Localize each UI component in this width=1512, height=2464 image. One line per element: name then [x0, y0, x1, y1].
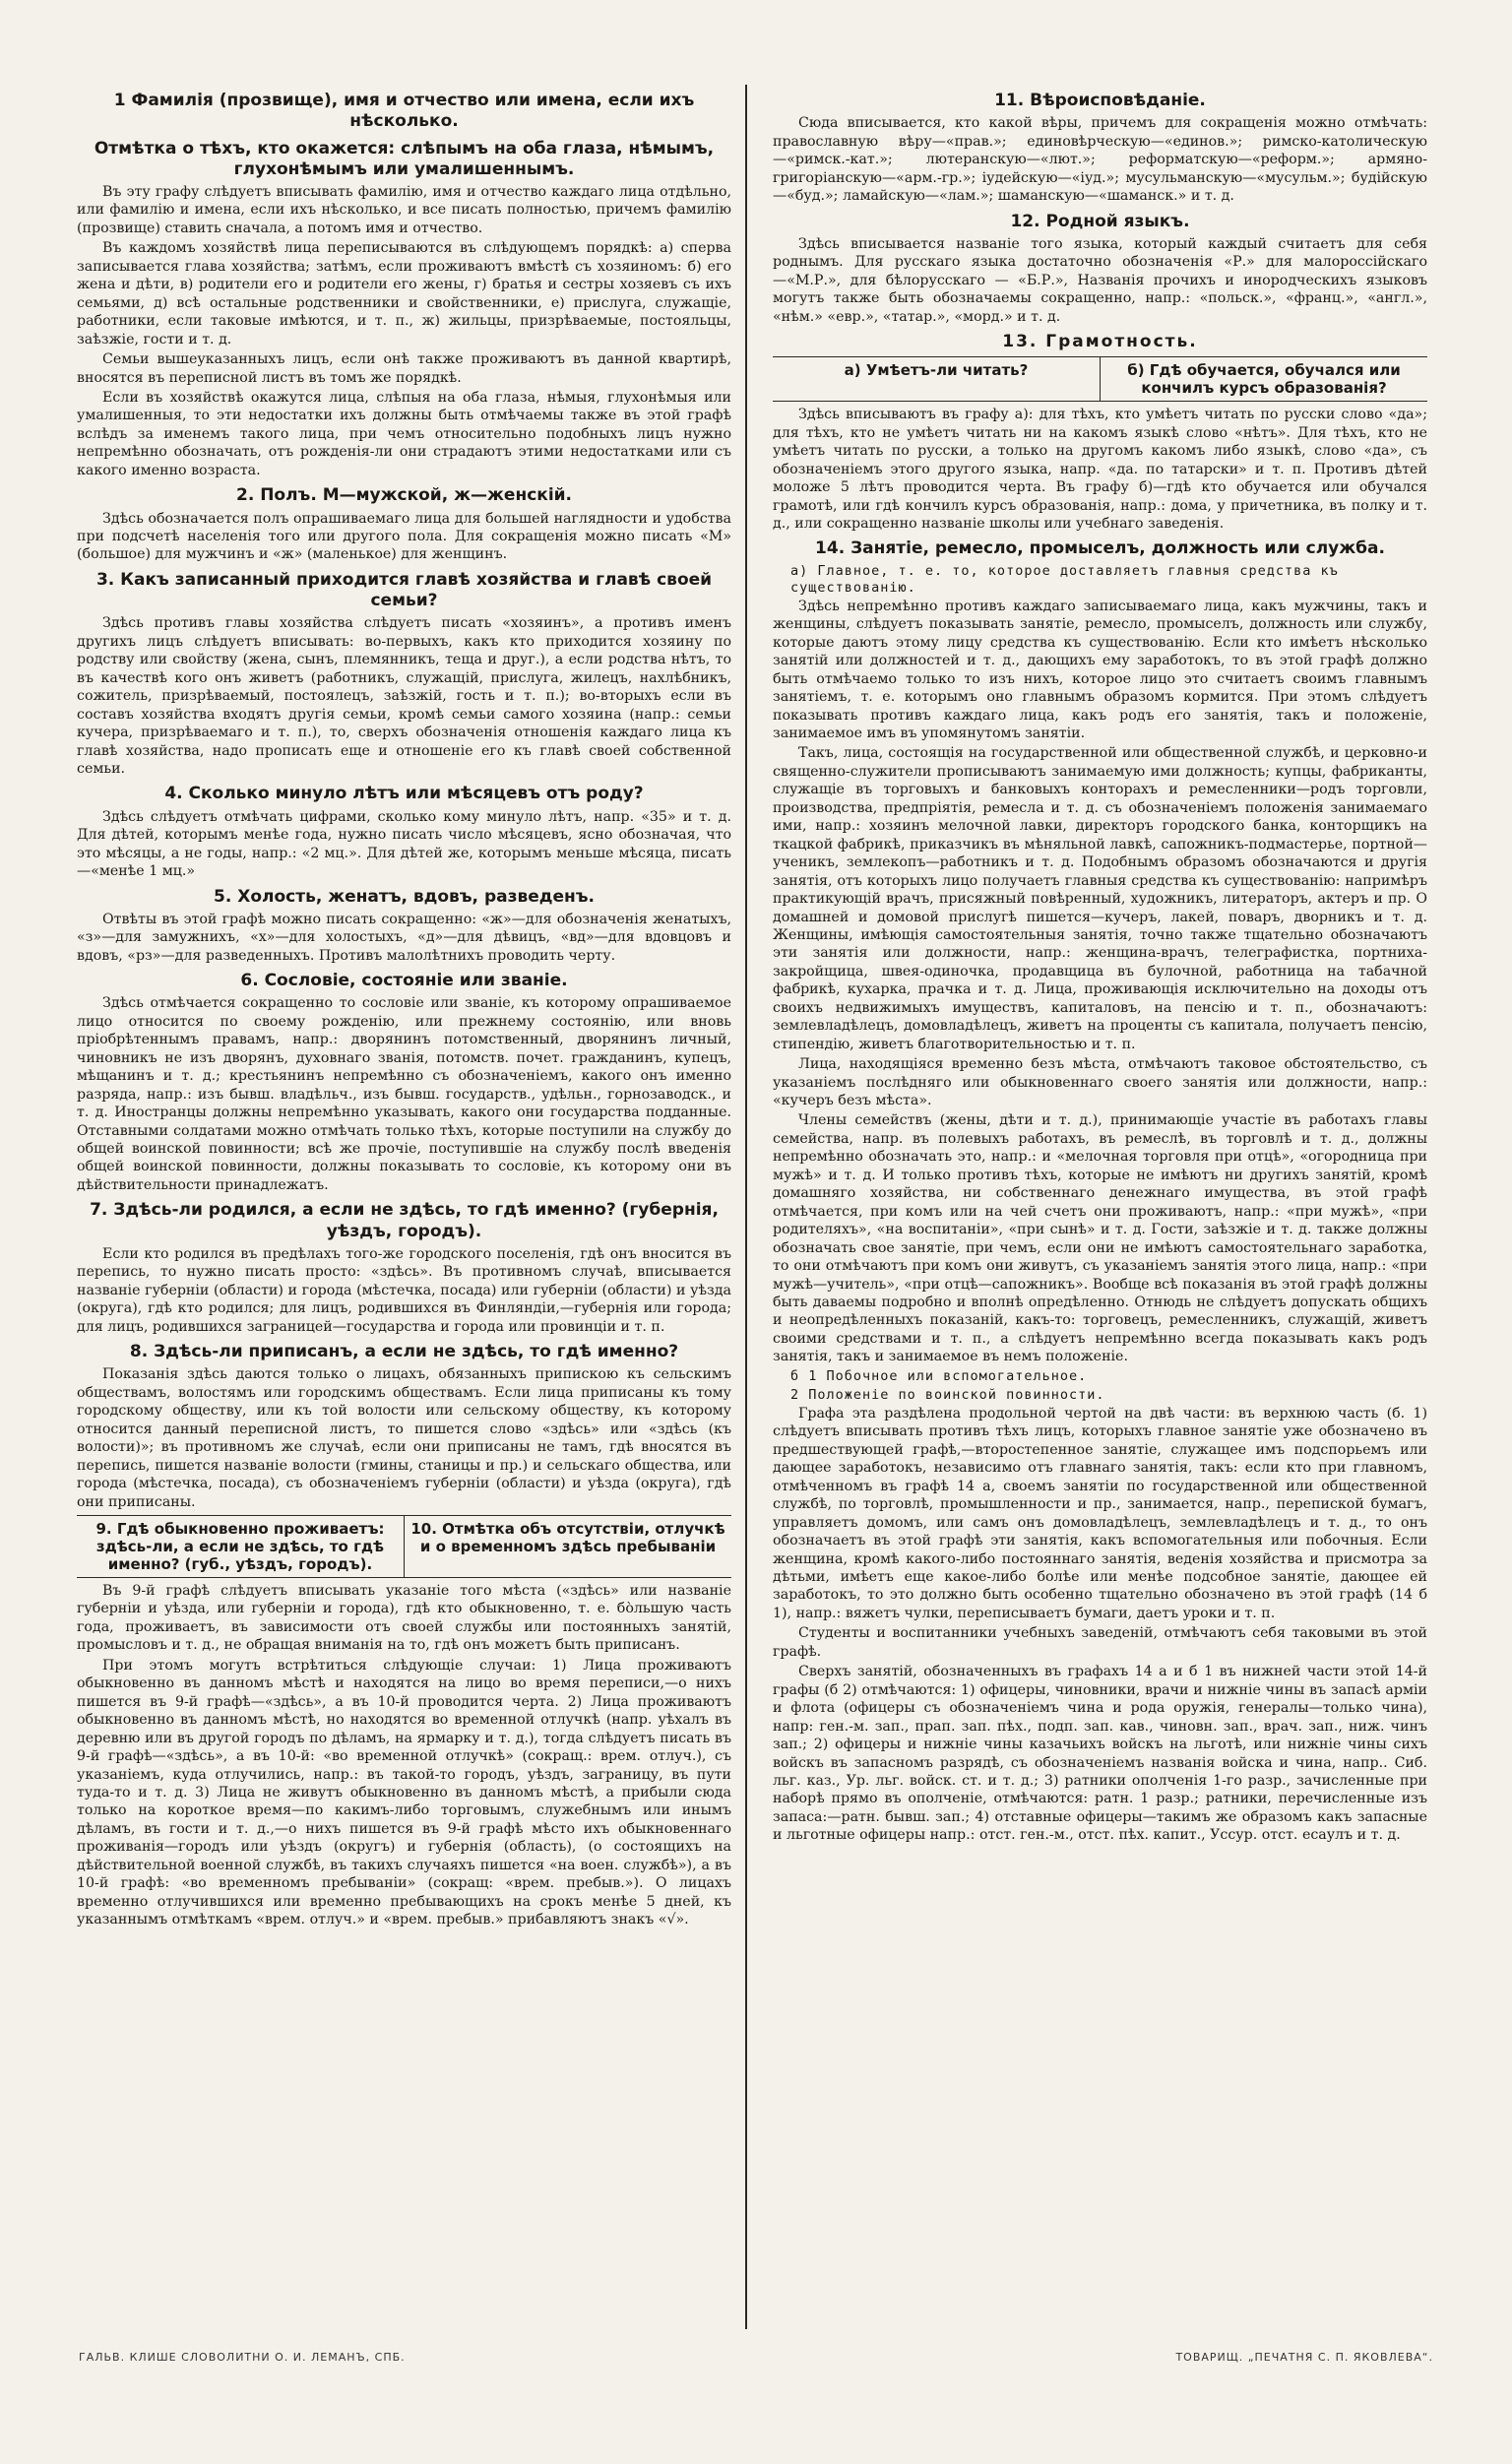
section-14b2-subtitle: 2 Положеніе по воинской повинности.: [790, 1387, 1105, 1404]
section-14-paragraph: Здѣсь непремѣнно противъ каждаго записываемаго лица, какъ мужчины, такъ и женщины, слѣдуетъ показывать занятіе, ремесло, промыселъ, должность или службу, которые даютъ этому лицу средства къ существованію. Если кто имѣетъ нѣсколько занятій или должностей и т. д., дающихъ ему заработокъ, то въ этой графѣ должно быть отмѣчаемо только то изъ нихъ, которое лицо это считаетъ своимъ главнымъ занятіемъ, т. е. которымъ оно главнымъ образомъ кормится. При этомъ слѣдуетъ показывать противъ каждаго лица, какъ родъ его занятія, такъ и положеніе, занимаемое имъ въ упомянутомъ занятіи.: [773, 598, 1427, 741]
section-1-title: 1 Фамилія (прозвище), имя и отчество или имена, если ихъ нѣсколько.: [113, 91, 695, 132]
section-3-title: 3. Какъ записанный приходится главѣ хозяйства и главѣ своей семьи?: [95, 569, 713, 611]
section-1-paragraph: Въ каждомъ хозяйствѣ лица переписываются въ слѣдующемъ порядкѣ: а) сперва записывается глава хозяйства; затѣмъ, если проживаютъ вмѣстѣ съ хозяиномъ: б) его жена и дѣти, в) родители его и родители его жены, г) братья и сестры хозяевъ съ ихъ семьями, д) всѣ остальные родственники и свойственники, е) прислуга, служащіе, работники, если таковые имѣются, и т. п., ж) жильцы, призрѣваемые, постояльцы, заѣзжіе, гости и т. д.: [77, 240, 731, 347]
section-1-paragraph: Въ эту графу слѣдуетъ вписывать фамилію, имя и отчество каждаго лица отдѣльно, или фамилію и имена, если ихъ нѣсколько, и все писать полностью, причемъ фамилію (прозвище) ставить сначала, а потомъ имя и отчество.: [77, 184, 731, 236]
section-11-title: 11. Вѣроисповѣданіе.: [994, 91, 1206, 110]
section-13a-title: а) Умѣетъ-ли читать?: [844, 361, 1029, 380]
section-5-title: 5. Холость, женатъ, вдовъ, разведенъ.: [214, 886, 595, 907]
section-12-paragraph: Здѣсь вписывается названіе того языка, который каждый считаетъ для себя роднымъ. Для русскаго языка достаточно обозначенія «Р.» для малороссійскаго—«М.Р.», для бѣлорусскаго — «Б.Р.», Названія прочихъ и инородческихъ языковъ могутъ также быть обозначаемы сокращенно, напр.: «польск.», «франц.», «англ.», «нѣм.» «евр.», «татар.», «морд.» и т. д.: [773, 235, 1427, 325]
printer-footer: [79, 2351, 1433, 2364]
section-9-10-header: [77, 1515, 731, 1578]
section-5-paragraph: Отвѣты въ этой графѣ можно писать сокращенно: «ж»—для обозначенія женатыхъ, «з»—для замужнихъ, «х»—для холостыхъ, «д»—для дѣвицъ, «вд»—для вдовцовъ и вдовъ, «рз»—для разведенныхъ. Противъ малолѣтнихъ проводить черту.: [77, 911, 731, 964]
left-column: [77, 85, 747, 2329]
section-14b1-subtitle: б 1 Побочное или вспомогательное.: [790, 1367, 1088, 1384]
section-6-title: 6. Сословіе, состояніе или званіе.: [240, 971, 568, 991]
section-14-title: 14. Занятіе, ремесло, промыселъ, должность или служба.: [815, 538, 1385, 559]
section-8-paragraph: Показанія здѣсь даются только о лицахъ, обязанныхъ припискою къ сельскимъ обществамъ, волостямъ или городскимъ обществамъ. Если лица приписаны къ тому городскому обществу, или къ той волости или сельскому обществу, къ которому относится данный переписной листъ, то пишется слово «здѣсь» или «здѣсь (къ волости)»; въ противномъ же случаѣ, если они приписаны не тамъ, гдѣ вносятся въ перепись, пишется названіе волости (гмины, станицы и пр.) и сельскаго общества, или города (мѣстечка, посада), съ обозначеніемъ губерніи (области) и уѣзда (округа), гдѣ они приписаны.: [77, 1366, 731, 1510]
section-2-title: 2. Полъ. М—мужской, ж—женскій.: [235, 485, 573, 506]
section-4-paragraph: Здѣсь слѣдуетъ отмѣчать цифрами, сколько кому минуло лѣтъ, напр. «35» и т. д. Для дѣтей, которымъ менѣе года, нужно писать число мѣсяцевъ, ясно обозначая, что это мѣсяцы, а не годы, напр.: «2 мц.». Для дѣтей же, которымъ меньше мѣсяца, писать—«менѣе 1 мц.»: [77, 808, 731, 880]
section-13-title: 13. Грамотность.: [1002, 332, 1198, 352]
section-1-subtitle: Отмѣтка о тѣхъ, кто окажется: слѣпымъ на оба глаза, нѣмымъ, глухонѣмымъ или умалишеннымъ.: [94, 138, 715, 179]
section-1-paragraph: Если въ хозяйствѣ окажутся лица, слѣпыя на оба глаза, нѣмыя, глухонѣмыя или умалишенныя, то эти недостатки ихъ должны быть отмѣчаемы также въ этой графѣ вслѣдъ за именемъ такого лица, при чемъ относительно подобныхъ лицъ нужно непремѣнно обозначать, отъ рожденія-ли они страдаютъ этими недостатками или съ какого именно возраста.: [77, 389, 731, 478]
section-14b-paragraph: Студенты и воспитанники учебныхъ заведеній, отмѣчаютъ себя таковыми въ этой графѣ.: [773, 1625, 1427, 1660]
section-11-paragraph: Сюда вписывается, кто какой вѣры, причемъ для сокращенія можно отмѣчать: православную вѣру—«прав.»; единовѣрческую—«единов.»; римско-католическую—«римск.-кат.»; лютеранскую—«лют.»; реформатскую—«реформ.»; армяно-григоріанскую—«арм.-гр.»; іудейскую—«іуд.»; мусульманскую—«мусульм.»; будійскую—«буд.»; ламайскую—«лам.»; шаманскую—«шаманск.» и т. д.: [773, 115, 1427, 205]
section-14-paragraph: Лица, находящіяся временно безъ мѣста, отмѣчаютъ таковое обстоятельство, съ указаніемъ послѣдняго или обыкновеннаго своего занятія или должности, напр.: «кучеръ безъ мѣста».: [773, 1056, 1427, 1109]
right-column: [769, 85, 1427, 2329]
section-14-paragraph: Такъ, лица, состоящія на государственной или общественной службѣ, и церковно-и священно-служители прописываютъ занимаемую ими должность; купцы, фабриканты, служащіе въ торговыхъ и банковыхъ конторахъ и ремесленники—родъ торговли, производства, предпріятія, ремесла и т. д. съ обозначеніемъ положенія занимаемаго ими, напр.: хозяинъ мелочной лавки, директоръ городского банка, конторщикъ на ткацкой фабрикѣ, приказчикъ въ мѣняльной лавкѣ, сапожникъ-подмастерье, портной—ученикъ, землекопъ—работникъ и т. д. Подобнымъ образомъ обозначаются и другія занятія, отъ которыхъ лицо получаетъ главныя средства къ существованію: напримѣръ практикующій врачъ, присяжный повѣренный, художникъ, литераторъ, актеръ и пр. О домашней и домовой прислугѣ пишется—кучеръ, лакей, поваръ, дворникъ и т. д. Женщины, имѣющія самостоятельныя занятія, точно также тщательно обозначаютъ эти занятія или должности, напр.: женщина-врачъ, телеграфистка, портниха-закройщица, швея-одиночка, продавщица въ булочной, работница на табачной фабрикѣ, кухарка, прачка и т. д. Лица, проживающія исключительно на доходы отъ своихъ недвижимыхъ имуществъ, капиталовъ, на пенсію и т. п., обозначаютъ: землевладѣлецъ, домовладѣлецъ, живетъ на проценты съ капитала, получаетъ пенсію, стипендію, живетъ благотворительностью и т. п.: [773, 745, 1427, 1052]
section-9-paragraph: Въ 9-й графѣ слѣдуетъ вписывать указаніе того мѣста («здѣсь» или названіе губерніи и уѣзда, или губерніи и города), гдѣ кто обыкновенно, т. е. бо̀льшую часть года, проживаетъ, въ зависимости отъ своей службы или постоянныхъ занятій, промысловъ и т. д., не обращая вниманія на то, гдѣ онъ можетъ быть приписанъ.: [77, 1582, 731, 1654]
section-9-paragraph: При этомъ могутъ встрѣтиться слѣдующіе случаи: 1) Лица проживаютъ обыкновенно въ данномъ мѣстѣ и находятся на лицо во время переписи,—о нихъ пишется въ 9-й графѣ—«здѣсь», а въ 10-й проводится черта. 2) Лица проживаютъ обыкновенно въ данномъ мѣстѣ, но находятся во временной отлучкѣ (напр. уѣхалъ въ деревню или въ другой городъ по дѣламъ, на ярмарку и т. д.), тогда слѣдуетъ писать въ 9-й графѣ—«здѣсь», а въ 10-й: «во временной отлучкѣ» (сокращ.: врем. отлуч.), съ указаніемъ, куда отлучились, напр.: въ такой-то городъ, уѣздъ, заграницу, въ пути туда-то и т. д. 3) Лица не живутъ обыкновенно въ данномъ мѣстѣ, а прибыли сюда только на короткое время—по какимъ-либо торговымъ, служебнымъ или инымъ дѣламъ, въ гости и т. д.,—о нихъ пишется въ 9-й графѣ мѣсто ихъ обыкновеннаго проживанія—городъ или уѣздъ (округъ) и губернія (область), (о состоящихъ на дѣйствительной военной службѣ, въ такихъ случаяхъ пишется «на воен. службѣ»), а въ 10-й графѣ: «во временномъ пребываніи» (сокращ: «врем. пребыв.»). О лицахъ временно отлучившихся или временно пребывающихъ на срокъ менѣе 5 дней, къ указаннымъ отмѣткамъ «врем. отлуч.» и «врем. пребыв.» прибавляютъ знакъ «√».: [77, 1657, 731, 1928]
section-6-paragraph: Здѣсь отмѣчается сокращенно то сословіе или званіе, къ которому опрашиваемое лицо относится по своему рожденію, или прежнему состоянію, или вновь пріобрѣтеннымъ правамъ, напр.: дворянинъ потомственный, дворянинъ личный, чиновникъ не изъ дворянъ, духовнаго званія, потомств. почет. гражданинъ, купецъ, мѣщанинъ и т. д.; крестьянинъ непремѣнно съ обозначеніемъ, какого онъ именно разряда, напр.: изъ бывш. владѣльч., изъ бывш. государств., удѣльн., горнозаводск., и т. д. Иностранцы должны непремѣнно указывать, какого они государства подданные. Отставными солдатами можно отмѣчать только тѣхъ, которые поступили на службу до общей воинской повинности; всѣ же прочіе, поступившіе на службу послѣ введенія общей воинской повинности, должны показывать то сословіе, къ которому они въ дѣйствительности принадлежатъ.: [77, 995, 731, 1193]
section-12-title: 12. Родной языкъ.: [1010, 211, 1190, 231]
two-column-layout: [77, 85, 1439, 2329]
section-9-title: 9. Гдѣ обыкновенно проживаетъ: здѣсь-ли, а если не здѣсь, то гдѣ именно? (губ., уѣздъ, городъ).: [95, 1519, 385, 1573]
section-14-paragraph: Члены семействъ (жены, дѣти и т. д.), принимающіе участіе въ работахъ главы семейства, напр. въ полевыхъ работахъ, въ ремеслѣ, въ торговлѣ и т. д., должны непремѣнно обозначать это, напр.: и «мелочная торговля при отцѣ», «огородница при мужѣ» и т. д. И только противъ тѣхъ, которые не имѣютъ ни другихъ занятій, кромѣ домашняго хозяйства, ни собственнаго денежнаго имущества, въ этой графѣ отмѣчается, при комъ или на чей счетъ они проживаютъ, напр.: «при мужѣ», «при родителяхъ», «на воспитаніи», «при сынѣ» и т. д. Гости, заѣзжіе и т. д. также должны обозначать свое занятіе, при чемъ, если они не имѣютъ самостоятельнаго заработка, то они отмѣчаютъ при комъ они живутъ, съ указаніемъ занятія этого лица, напр.: «при мужѣ—учитель», «при отцѣ—сапожникъ». Вообще всѣ показанія въ этой графѣ должны быть даваемы подробно и вполнѣ опредѣленно. Отнюдь не слѣдуетъ допускать общихъ и неопредѣленныхъ показаній, какъ-то: торговецъ, ремесленникъ, служащій, живетъ своими средствами и т. п., а слѣдуетъ непремѣнно всегда показывать какъ родъ занятія, такъ и занимаемое въ немъ положеніе.: [773, 1112, 1427, 1365]
section-13-paragraph: Здѣсь вписываютъ въ графу а): для тѣхъ, кто умѣетъ читать по русски слово «да»; для тѣхъ, кто не умѣетъ читать ни на какомъ языкѣ слово «нѣтъ». Для тѣхъ, кто не умѣетъ читать по русски, а только на другомъ какомъ либо языкѣ, слово «да», съ обозначеніемъ этого другого языка, напр. «да. по татарски» и т. п. Противъ дѣтей моложе 5 лѣтъ проводится черта. Въ графу б)—гдѣ кто обучается или обучался грамотѣ, или гдѣ кончилъ курсъ образованія, напр.: дома, у причетника, въ полку и т. д., или сокращенно названіе школы или учебнаго заведенія.: [773, 407, 1427, 532]
section-14a-subtitle: а) Главное, т. е. то, которое доставляетъ главныя средства къ существованію.: [790, 562, 1339, 597]
footer-right-imprint: ТОВАРИЩ. „ПЕЧАТНЯ С. П. ЯКОВЛЕВА“.: [1175, 2351, 1433, 2364]
section-10-title: 10. Отмѣтка объ отсутствіи, отлучкѣ и о временномъ здѣсь пребываніи: [404, 1516, 731, 1577]
section-7-paragraph: Если кто родился въ предѣлахъ того-же городского поселенія, гдѣ онъ вносится въ перепись, то нужно писать просто: «здѣсь». Въ противномъ случаѣ, вписывается названіе губерніи (области) и города (мѣстечка, посада) или губерніи (области) и уѣзда (округа), гдѣ кто родился; для лицъ, родившихся въ Финляндіи,—губернія или города; для лицъ, родившихся заграницей—государства и города или провинціи и т. п.: [77, 1245, 731, 1335]
section-4-title: 4. Сколько минуло лѣтъ или мѣсяцевъ отъ роду?: [164, 784, 644, 804]
section-2-paragraph: Здѣсь обозначается полъ опрашиваемаго лица для большей наглядности и удобства при подсчетѣ населенія того или другого пола. Для сокращенія можно писать «М» (большое) для мужчинъ и «ж» (маленькое) для женщинъ.: [77, 510, 731, 563]
section-8-title: 8. Здѣсь-ли приписанъ, а если не здѣсь, то гдѣ именно?: [129, 1342, 679, 1362]
section-7-title: 7. Здѣсь-ли родился, а если не здѣсь, то гдѣ именно? (губернія, уѣздъ, городъ).: [90, 1200, 719, 1241]
section-13b-title: б) Гдѣ обучается, обучался или кончилъ курсъ образованія?: [1100, 357, 1427, 401]
section-13-header: [773, 356, 1427, 402]
footer-left-imprint: ГАЛЬВ. КЛИШЕ СЛОВОЛИТНИ О. И. ЛЕМАНЪ, СПБ.: [79, 2351, 406, 2364]
section-14b-paragraph: Сверхъ занятій, обозначенныхъ въ графахъ 14 а и б 1 въ нижней части этой 14-й графы (б 2) отмѣчаются: 1) офицеры, чиновники, врачи и нижніе чины въ запасѣ арміи и флота (офицеры съ обозначеніемъ чина и рода оружія, генералы—только чина), напр: ген.-м. зап., прап. зап. пѣх., подп. зап. кав., чиновн. зап., врач. зап., ниж. чинъ зап.; 2) офицеры и нижніе чины казачьихъ войскъ на льготѣ, или нижніе чины сихъ войскъ въ запасномъ разрядѣ, съ обозначеніемъ названія войска и чина, напр.. Сиб. льг. каз., Ур. льг. войск. ст. и т. д.; 3) ратники ополченія 1-го разр., зачисленные при наборѣ прямо въ ополченіе, отмѣчаются: ратн. 1 разр.; ратники, перечисленные изъ запаса:—ратн. бывш. зап.; 4) отставные офицеры—такимъ же образомъ какъ запасные и льготные офицеры напр.: отст. ген.-м., отст. пѣх. капит., Уссур. отст. есаулъ и т. д.: [773, 1664, 1427, 1844]
section-1-paragraph: Семьи вышеуказанныхъ лицъ, если онѣ также проживаютъ въ данной квартирѣ, вносятся въ переписной листъ въ томъ же порядкѣ.: [77, 351, 731, 386]
section-14b-paragraph: Графа эта раздѣлена продольной чертой на двѣ части: въ верхнюю часть (б. 1) слѣдуетъ вписывать противъ тѣхъ лицъ, которыхъ главное занятіе уже обозначено въ предшествующей графѣ,—второстепенное занятіе, служащее имъ подспорьемъ или дающее заработокъ, независимо отъ главнаго занятія, такъ: если кто при главномъ, отмѣченномъ въ графѣ 14 а, своемъ занятіи по государственной или общественной службѣ, по торговлѣ, промышленности и пр., занимается, напр., перепиской бумагъ, управляетъ домомъ, или самъ онъ домовладѣлецъ, землевладѣлецъ и т. д., то онъ обозначаетъ въ этой графѣ эти занятія, какъ вспомогательныя или побочныя. Если женщина, кромѣ какого-либо постояннаго занятія, веденія хозяйства и присмотра за дѣтьми, имѣетъ еще какое-либо болѣе или менѣе подсобное занятіе, дающее ей заработокъ, то это должно быть особенно тщательно обозначено въ этой графѣ (14 б 1), напр.: вяжетъ чулки, переписываетъ бумаги, даетъ уроки и т. п.: [773, 1405, 1427, 1621]
section-3-paragraph: Здѣсь противъ главы хозяйства слѣдуетъ писать «хозяинъ», а противъ именъ другихъ лицъ слѣдуетъ вписывать: во-первыхъ, какъ кто приходится хозяину по родству или свойству (жена, сынъ, племянникъ, теща и друг.), а если родства нѣтъ, то въ качествѣ кого онъ живетъ (работникъ, служащій, прислуга, жилецъ, нахлѣбникъ, сожитель, призрѣваемый, постоялецъ, заѣзжій, гость и т. п.); во-вторыхъ если въ составъ хозяйства входятъ другія семьи, кромѣ семьи самого хозяина (напр.: семьи кучера, призрѣваемаго и т. п.), то, сверхъ обозначенія отношенія каждаго лица къ главѣ хозяйства, надо прописать еще и отношеніе его къ главѣ своей собственной семьи.: [77, 615, 731, 777]
